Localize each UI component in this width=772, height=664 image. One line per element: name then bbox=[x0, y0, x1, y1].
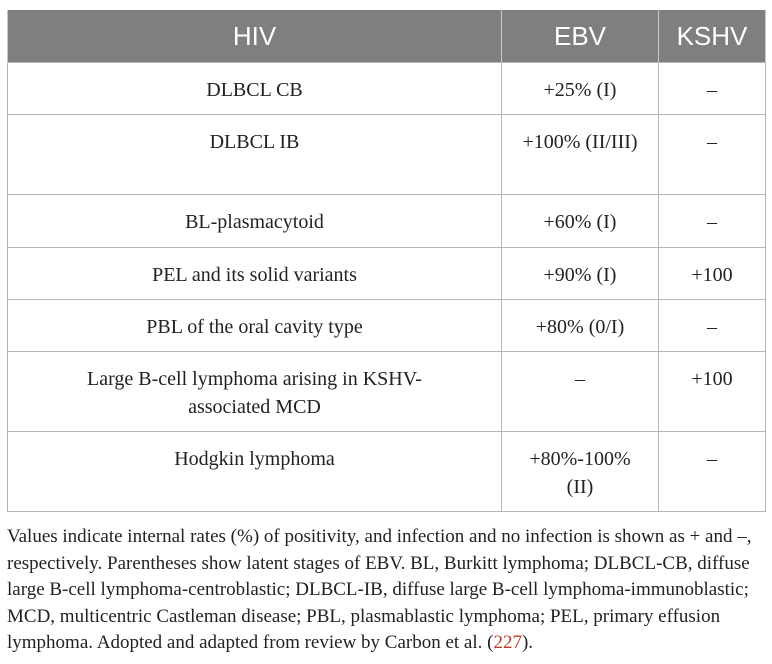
header-ebv: EBV bbox=[502, 10, 659, 63]
table-row bbox=[8, 115, 766, 195]
cell-ebv: +90% (I) bbox=[502, 248, 659, 300]
header-hiv: HIV bbox=[8, 10, 502, 63]
cell-ebv: +60% (I) bbox=[502, 195, 659, 248]
header-kshv: KSHV bbox=[659, 10, 766, 63]
cell-kshv: – bbox=[659, 300, 766, 352]
cell-kshv: – bbox=[659, 63, 766, 115]
table-row bbox=[8, 300, 766, 352]
cell-ebv: +25% (I) bbox=[502, 63, 659, 115]
table-row bbox=[8, 248, 766, 300]
table-footnote bbox=[7, 524, 765, 657]
table-row bbox=[8, 195, 766, 248]
cell-hiv: PEL and its solid variants bbox=[8, 248, 502, 300]
cell-hiv: BL-plasmacytoid bbox=[8, 195, 502, 248]
table-header bbox=[8, 10, 766, 63]
cell-hiv: DLBCL CB bbox=[8, 63, 502, 115]
cell-hiv: PBL of the oral cavity type bbox=[8, 300, 502, 352]
cell-ebv: +80%-100%(II) bbox=[502, 432, 659, 512]
cell-hiv: DLBCL IB bbox=[8, 115, 502, 195]
cell-hiv: Hodgkin lymphoma bbox=[8, 432, 502, 512]
reference-link[interactable]: 227 bbox=[493, 632, 522, 653]
cell-kshv: – bbox=[659, 432, 766, 512]
cell-kshv: – bbox=[659, 115, 766, 195]
cell-kshv: – bbox=[659, 195, 766, 248]
table-row bbox=[8, 63, 766, 115]
table-row bbox=[8, 432, 766, 512]
lymphoma-table-container bbox=[7, 10, 765, 512]
cell-kshv: +100 bbox=[659, 248, 766, 300]
table-row bbox=[8, 352, 766, 432]
cell-ebv: – bbox=[502, 352, 659, 432]
cell-kshv: +100 bbox=[659, 352, 766, 432]
header-row bbox=[8, 10, 766, 63]
cell-ebv: +80% (0/I) bbox=[502, 300, 659, 352]
lymphoma-virus-table bbox=[7, 10, 766, 512]
table-body bbox=[8, 63, 766, 512]
cell-ebv: +100% (II/III) bbox=[502, 115, 659, 195]
footnote-text: Values indicate internal rates (%) of positivity, and infection and no infection is shown as + and –, respectively. Parentheses show latent stages of EBV. BL, Burkitt lymphoma; DLBCL-CB, diffuse large B-cell lymphoma-centroblastic; DLBCL-IB, diffuse large B-cell lymphoma-immunoblastic; MCD, multicentric Castleman disease; PBL, plasmablastic lymphoma; PEL, primary effusion lymphoma. Adopted and adapted from review by Carbon et al. ( bbox=[7, 526, 752, 653]
footnote-suffix: ). bbox=[521, 632, 534, 653]
cell-hiv: Large B-cell lymphoma arising in KSHV-associated MCD bbox=[8, 352, 502, 432]
